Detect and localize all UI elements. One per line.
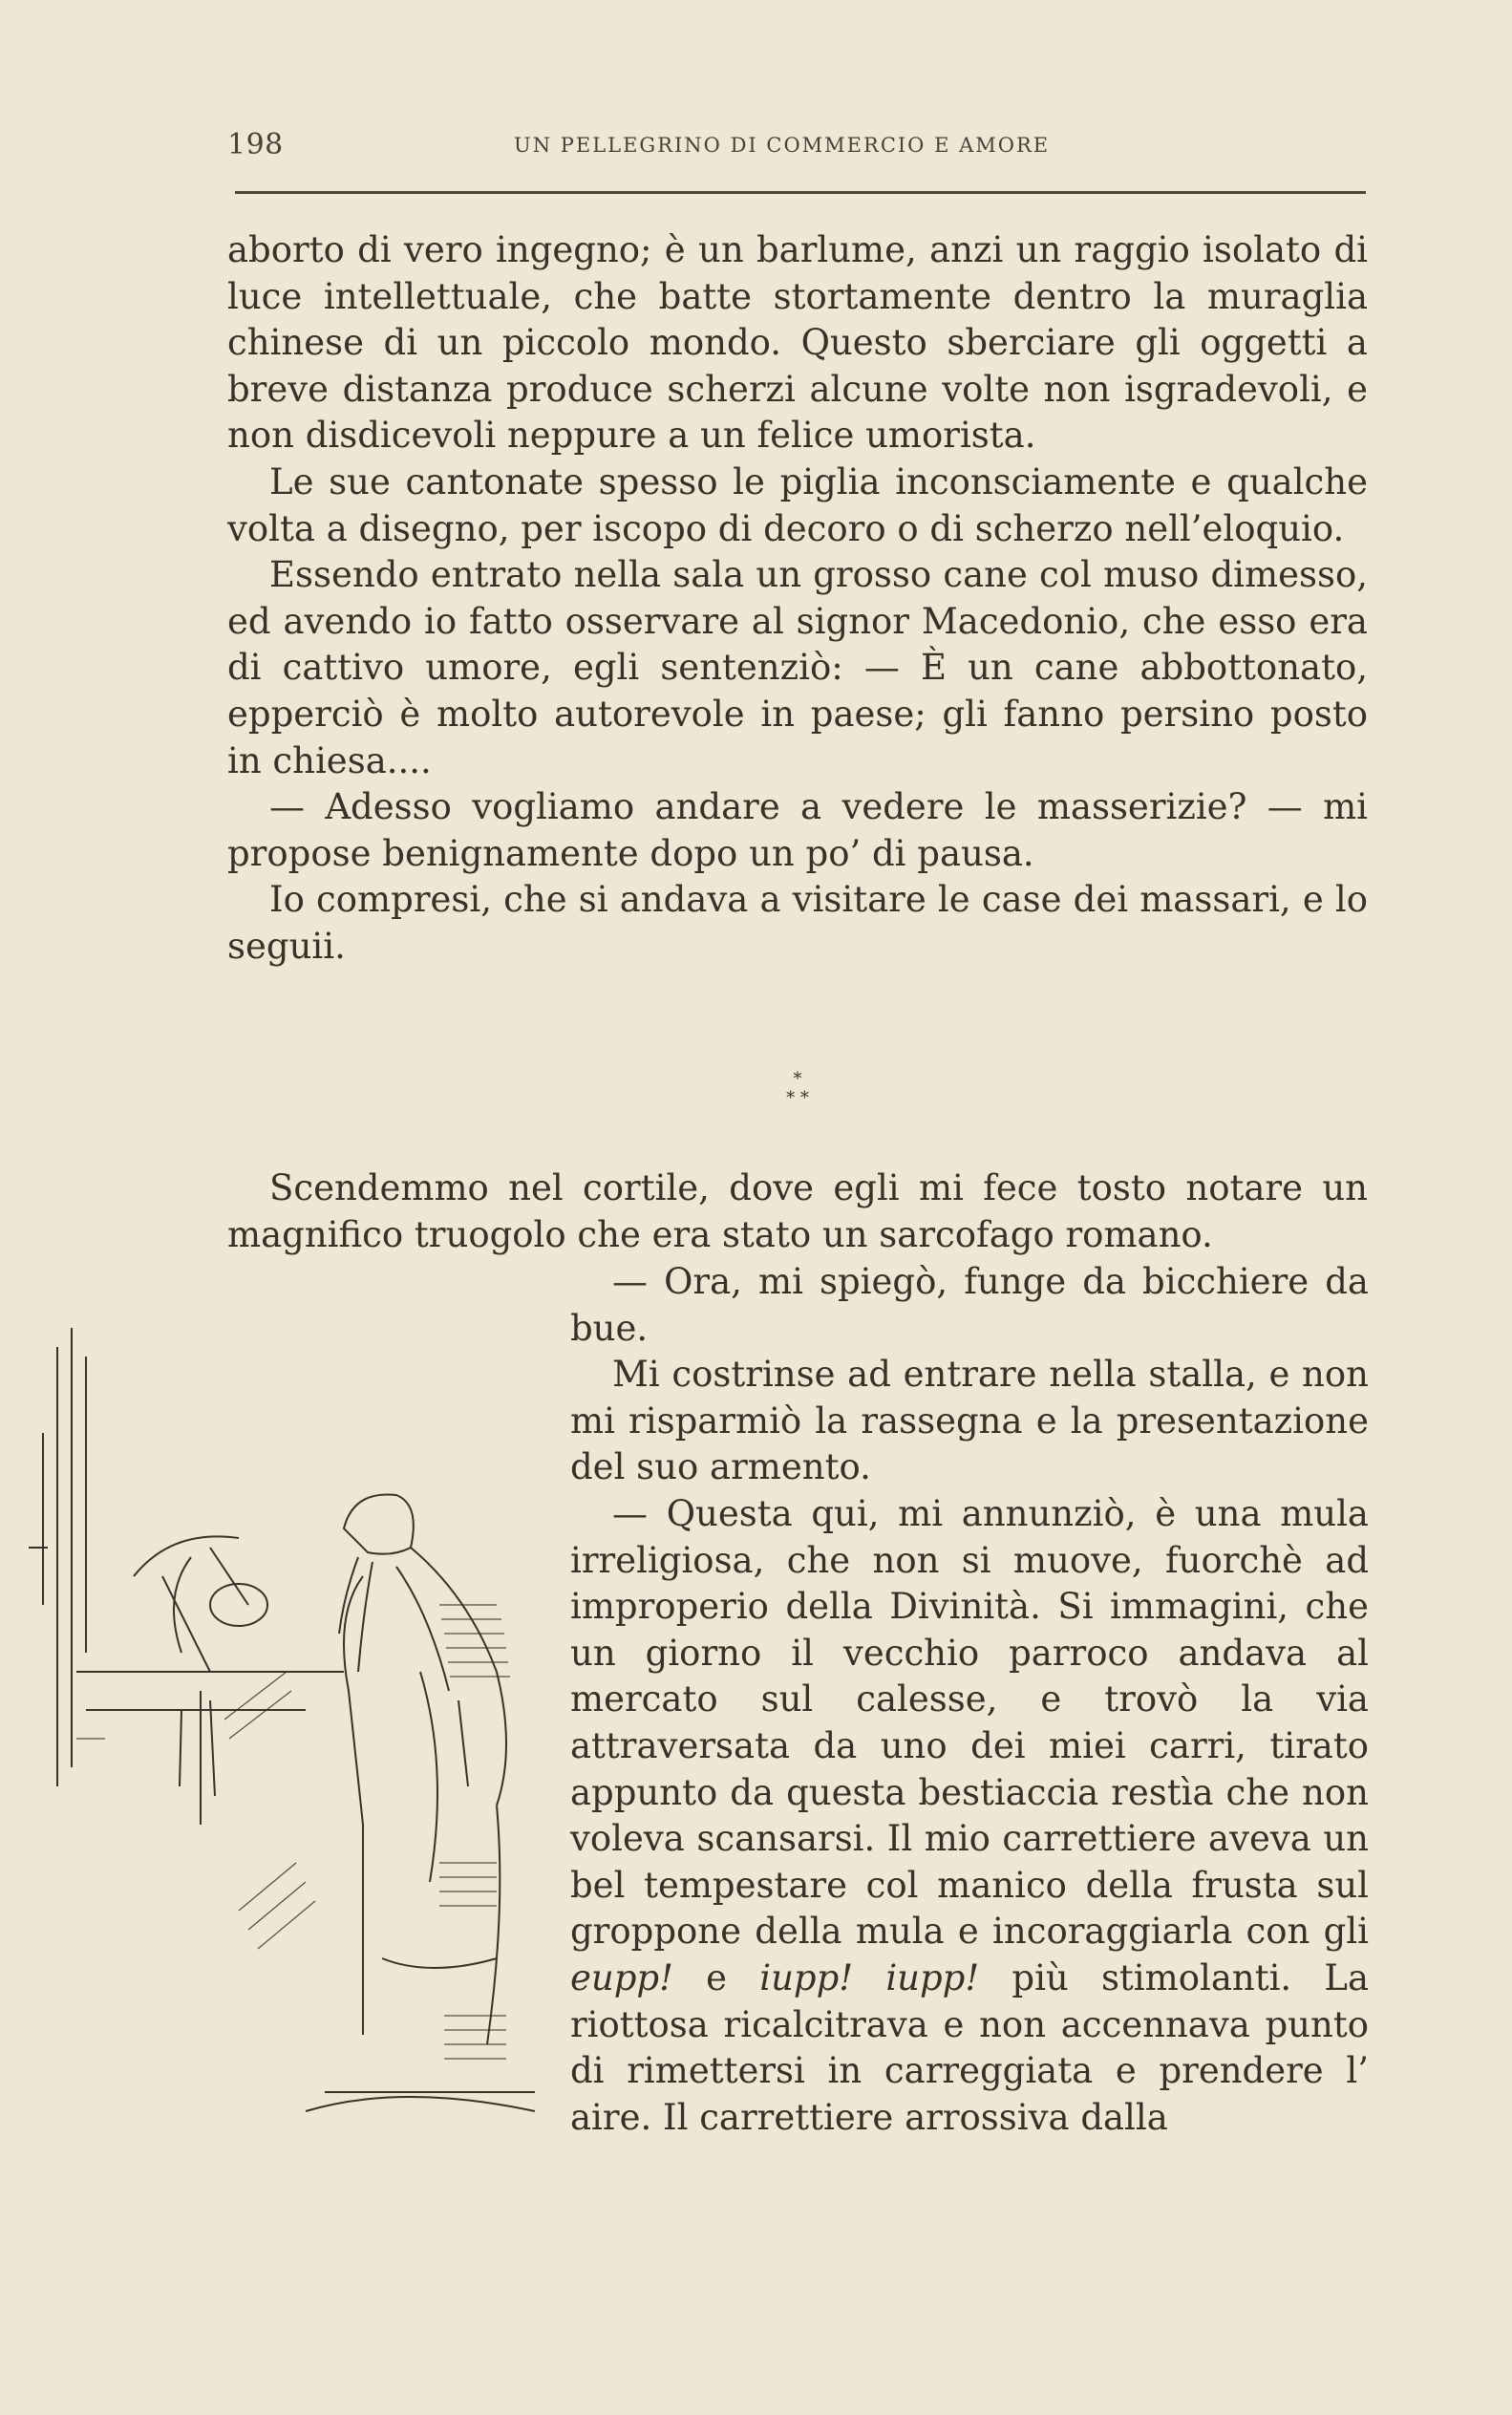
page-number: 198 bbox=[227, 128, 284, 161]
figure-illustration bbox=[19, 1290, 554, 2130]
sketch-figure-icon bbox=[19, 1290, 554, 2130]
interjection-iupp: iupp! iupp! bbox=[759, 1956, 980, 1998]
paragraph-7: — Ora, mi spiegò, funge da bicchiere da bue. bbox=[570, 1261, 1369, 1349]
text-block-lower bbox=[227, 1165, 1368, 1258]
header-rule bbox=[235, 191, 1366, 194]
interjection-eupp: eupp! bbox=[570, 1956, 673, 1998]
section-asterism bbox=[759, 1070, 836, 1123]
paragraph-9-part-b: e bbox=[672, 1956, 760, 1998]
paragraph-5: Io compresi, che si andava a visitare le case dei massari, e lo seguii. bbox=[227, 879, 1368, 967]
running-head bbox=[227, 128, 1366, 166]
paragraph-2: Le sue cantonate spesso le piglia inconsciamente e qualche volta a disegno, per iscopo di decoro o di scherzo nell’eloquio. bbox=[227, 460, 1368, 549]
paragraph-1: aborto di vero ingegno; è un barlume, anzi un raggio isolato di luce intellettuale, che batte stortamente dentro la muraglia chinese di un piccolo mondo. Questo sberciare gli oggetti a breve distanza produce scherzi alcune volte non isgradevoli, e non disdicevoli neppure a un felice umorista. bbox=[227, 229, 1368, 457]
running-title: UN PELLEGRINO DI COMMERCIO E AMORE bbox=[514, 134, 1051, 157]
paragraph-8: Mi costrinse ad entrare nella stalla, e non mi risparmiò la rassegna e la presentazione del suo armento. bbox=[570, 1354, 1369, 1488]
asterism-bottom: * * bbox=[786, 1088, 809, 1108]
asterism-top: * bbox=[793, 1069, 802, 1089]
paragraph-9-part-c: più stimolanti. La riottosa ricalcitrava e non accennava punto di rimettersi in carreggiata e prendere l’ aire. Il carrettiere arrossiva dalla bbox=[570, 1956, 1369, 2138]
paragraph-9 bbox=[570, 1491, 1369, 2141]
text-block-upper bbox=[227, 227, 1368, 971]
paragraph-3: Essendo entrato nella sala un grosso cane col muso dimesso, ed avendo io fatto osservare al signor Macedonio, che esso era di cattivo umore, egli sentenziò: — È un cane abbottonato, epperciò è molto autorevole in paese; gli fanno persino posto in chiesa.... bbox=[227, 554, 1368, 781]
paragraph-9-part-a: — Questa qui, mi annunziò, è una mula irreligiosa, che non si muove, fuorchè ad improperio della Divinità. Si immagini, che un giorno il vecchio parroco andava al mercato sul calesse, e trovò la via attraversata da uno dei miei carri, tirato appunto da questa bestiaccia restìa che non voleva scansarsi. Il mio carrettiere aveva un bel tempestare col manico della frusta sul groppone della mula e incoraggiarla con gli bbox=[570, 1492, 1369, 1953]
paragraph-4: — Adesso vogliamo andare a vedere le masserizie? — mi propose benignamente dopo un po’ di pausa. bbox=[227, 786, 1368, 874]
paragraph-6: Scendemmo nel cortile, dove egli mi fece tosto notare un magnifico truogolo che era stato un sarcofago romano. bbox=[227, 1167, 1368, 1255]
text-block-beside-illustration bbox=[570, 1259, 1369, 2141]
